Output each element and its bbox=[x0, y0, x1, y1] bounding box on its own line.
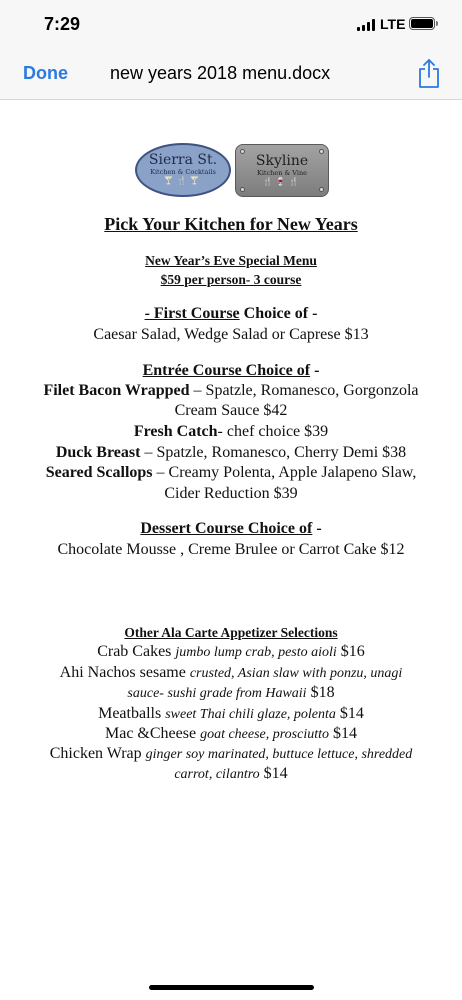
dessert-course-items: Chocolate Mousse , Creme Brulee or Carrot Cake $12 bbox=[57, 541, 405, 558]
appetizer-line: Ahi Nachos sesame crusted, Asian slaw with ponzu, unagi bbox=[59, 664, 403, 681]
appetizers-heading: Other Ala Carte Appetizer Selections bbox=[124, 625, 338, 640]
entree-item: Duck Breast – Spatzle, Romanesco, Cherry Demi $38 bbox=[55, 444, 407, 461]
skyline-logo: Skyline Kitchen & Vine 🍴🍷🍴 bbox=[235, 144, 329, 197]
special-menu-price: $59 per person- 3 course bbox=[160, 272, 302, 287]
restaurant-logos bbox=[135, 142, 330, 200]
document-content[interactable] bbox=[0, 100, 462, 970]
cocktail-glasses-icon: 🍸🍴🍸 bbox=[163, 176, 203, 185]
network-type: LTE bbox=[380, 16, 406, 32]
entree-course-heading: Entrée Course Choice of - bbox=[142, 362, 320, 379]
share-icon[interactable] bbox=[417, 57, 441, 89]
entree-item: Fresh Catch- chef choice $39 bbox=[133, 423, 329, 440]
appetizer-line: carrot, cilantro $14 bbox=[174, 765, 288, 782]
appetizer-line: sauce- sushi grade from Hawaii $18 bbox=[127, 684, 335, 701]
entree-item: Cider Reduction $39 bbox=[164, 485, 298, 502]
appetizer-line: Chicken Wrap ginger soy marinated, buttuce lettuce, shredded bbox=[49, 745, 413, 762]
done-button[interactable]: Done bbox=[23, 63, 68, 83]
status-bar bbox=[0, 0, 462, 48]
sierra-st-logo: Sierra St. Kitchen & Cocktails 🍸🍴🍸 bbox=[135, 143, 231, 197]
dessert-course-heading: Dessert Course Choice of - bbox=[140, 520, 322, 537]
first-course-heading: - First Course Choice of - bbox=[144, 305, 318, 322]
menu-title: Pick Your Kitchen for New Years bbox=[104, 214, 358, 234]
status-time: 7:29 bbox=[44, 14, 81, 34]
signal-strength-icon bbox=[357, 19, 375, 31]
wine-bottle-icon: 🍴🍷🍴 bbox=[262, 177, 302, 186]
entree-item: Filet Bacon Wrapped – Spatzle, Romanesco, Gorgonzola bbox=[43, 382, 419, 399]
battery-icon bbox=[409, 17, 435, 30]
first-course-items: Caesar Salad, Wedge Salad or Caprese $13 bbox=[93, 326, 369, 343]
appetizer-line: Mac &Cheese goat cheese, prosciutto $14 bbox=[104, 725, 358, 742]
entree-item: Seared Scallops – Creamy Polenta, Apple Jalapeno Slaw, bbox=[45, 464, 417, 481]
special-menu-title: New Year’s Eve Special Menu bbox=[145, 253, 317, 268]
appetizer-line: Crab Cakes jumbo lump crab, pesto aioli $16 bbox=[97, 643, 365, 660]
entree-item: Cream Sauce $42 bbox=[174, 402, 288, 419]
home-indicator[interactable] bbox=[149, 985, 314, 990]
navigation-bar bbox=[0, 48, 462, 100]
appetizer-line: Meatballs sweet Thai chili glaze, polenta $14 bbox=[98, 705, 364, 722]
document-title: new years 2018 menu.docx bbox=[110, 63, 331, 83]
